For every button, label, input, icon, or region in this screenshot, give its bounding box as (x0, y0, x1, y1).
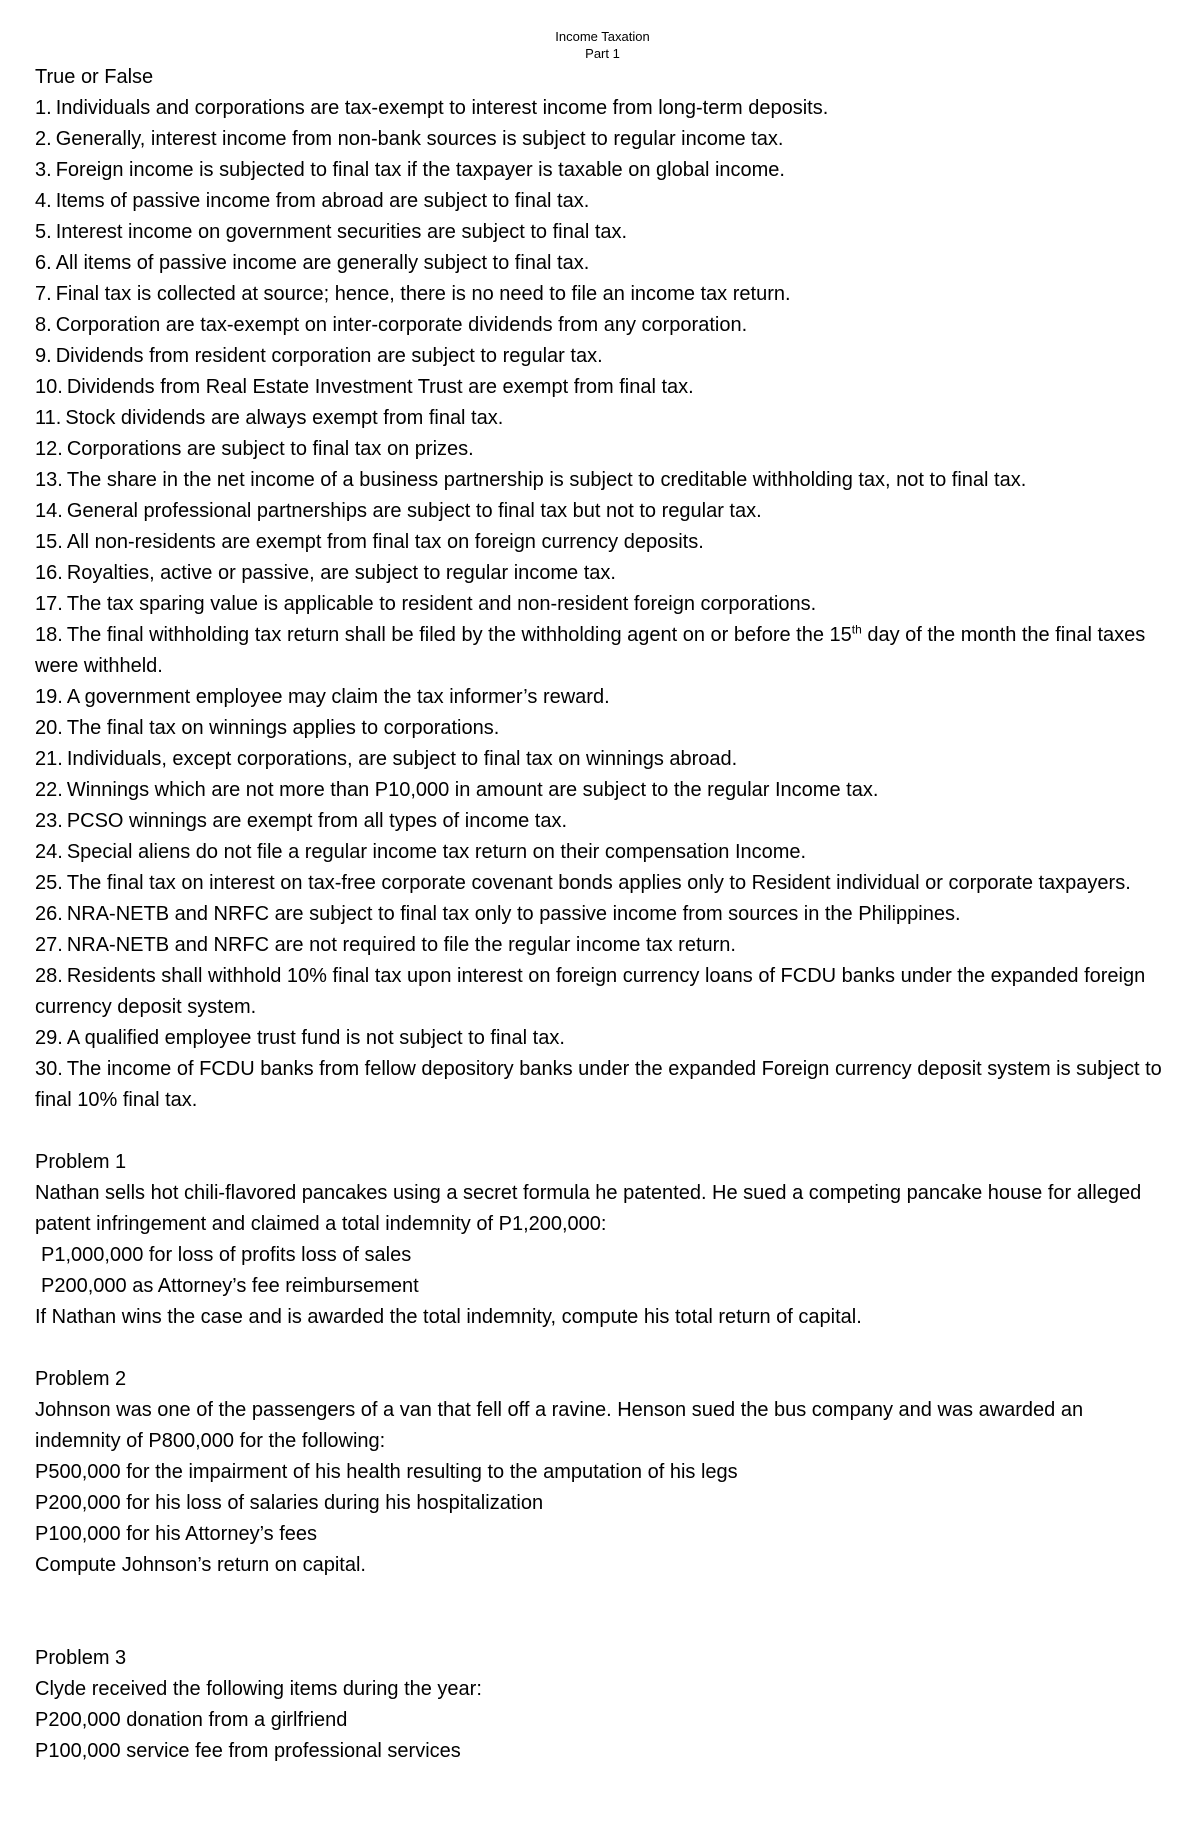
item-text: Winnings which are not more than P10,000 in amount are subject to the regular Income tax. (66, 779, 879, 801)
true-false-item (35, 620, 1170, 682)
true-false-item (35, 124, 1170, 155)
item-number: 7. (35, 283, 52, 305)
document-title: Income Taxation (555, 29, 650, 44)
item-number: 13. (35, 469, 63, 491)
item-number: 27. (35, 934, 63, 956)
problem-3-heading: Problem 3 (35, 1647, 127, 1669)
true-false-item (35, 930, 1170, 961)
problem-2-intro: Johnson was one of the passengers of a van that fell off a ravine. Henson sued the bus company and was awarded an indemnity of P800,000 for the following: (35, 1399, 1084, 1452)
item-number: 10. (35, 376, 63, 398)
document-subtitle: Part 1 (585, 46, 620, 61)
item-text: NRA-NETB and NRFC are subject to final tax only to passive income from sources in the Philippines. (66, 903, 961, 925)
item-text: General professional partnerships are subject to final tax but not to regular tax. (66, 500, 762, 522)
true-false-item (35, 372, 1170, 403)
item-text: Special aliens do not file a regular income tax return on their compensation Income. (66, 841, 807, 863)
true-false-item (35, 744, 1170, 775)
item-text: Foreign income is subjected to final tax if the taxpayer is taxable on global income. (55, 159, 785, 181)
ordinal-suffix: th (851, 622, 862, 637)
problem-1-line: P200,000 as Attorney’s fee reimbursement (41, 1275, 419, 1297)
true-false-item (35, 868, 1170, 899)
item-text: Dividends from Real Estate Investment Trust are exempt from final tax. (66, 376, 694, 398)
item-text: Items of passive income from abroad are subject to final tax. (55, 190, 590, 212)
item-text: Royalties, active or passive, are subject to regular income tax. (66, 562, 616, 584)
item-text: The final tax on interest on tax-free corporate covenant bonds applies only to Resident individual or corporate taxpayers. (66, 872, 1131, 894)
item-text: Individuals, except corporations, are subject to final tax on winnings abroad. (66, 748, 738, 770)
true-false-item (35, 899, 1170, 930)
item-text: PCSO winnings are exempt from all types of income tax. (66, 810, 568, 832)
item-number: 6. (35, 252, 52, 274)
item-number: 15. (35, 531, 63, 553)
true-false-item (35, 682, 1170, 713)
item-number: 1. (35, 97, 52, 119)
item-number: 8. (35, 314, 52, 336)
item-number: 19. (35, 686, 63, 708)
problem-1-heading: Problem 1 (35, 1151, 127, 1173)
item-text: Corporation are tax-exempt on inter-corporate dividends from any corporation. (55, 314, 748, 336)
true-false-item (35, 155, 1170, 186)
true-false-item (35, 527, 1170, 558)
item-number: 24. (35, 841, 63, 863)
true-false-heading: True or False (35, 66, 154, 88)
item-number: 20. (35, 717, 63, 739)
item-number: 12. (35, 438, 63, 460)
item-text: The share in the net income of a business partnership is subject to creditable withholding tax, not to final tax. (66, 469, 1027, 491)
problem-3-intro: Clyde received the following items during the year: (35, 1678, 482, 1700)
item-number: 11. (35, 407, 62, 429)
problem-1-section (35, 1147, 1170, 1333)
item-text: The final tax on winnings applies to corporations. (66, 717, 500, 739)
item-text: Dividends from resident corporation are subject to regular tax. (55, 345, 603, 367)
item-number: 23. (35, 810, 63, 832)
item-text: The income of FCDU banks from fellow depository banks under the expanded Foreign currency deposit system is subject to final 10% final tax. (35, 1058, 1162, 1111)
problem-3-line: P100,000 service fee from professional services (35, 1740, 461, 1762)
item-number: 22. (35, 779, 63, 801)
item-number: 3. (35, 159, 52, 181)
problem-1-question: If Nathan wins the case and is awarded the total indemnity, compute his total return of capital. (35, 1306, 862, 1328)
item-text: Residents shall withhold 10% final tax upon interest on foreign currency loans of FCDU banks under the expanded foreign currency deposit system. (35, 965, 1146, 1018)
item-number: 9. (35, 345, 52, 367)
item-text: Final tax is collected at source; hence, there is no need to file an income tax return. (55, 283, 791, 305)
item-number: 25. (35, 872, 63, 894)
true-false-item (35, 837, 1170, 868)
item-text: Interest income on government securities are subject to final tax. (55, 221, 628, 243)
true-false-item (35, 961, 1170, 1023)
true-false-item (35, 465, 1170, 496)
item-text: Stock dividends are always exempt from final tax. (65, 407, 504, 429)
true-false-item (35, 93, 1170, 124)
problem-1-line: P1,000,000 for loss of profits loss of sales (41, 1244, 412, 1266)
item-text: A qualified employee trust fund is not subject to final tax. (66, 1027, 565, 1049)
item-text: NRA-NETB and NRFC are not required to file the regular income tax return. (66, 934, 736, 956)
true-false-list (35, 93, 1170, 1116)
document-header (35, 28, 1170, 62)
true-false-item (35, 496, 1170, 527)
true-false-item (35, 589, 1170, 620)
true-false-section (35, 62, 1170, 1116)
problem-2-line: P200,000 for his loss of salaries during his hospitalization (35, 1492, 544, 1514)
item-number: 26. (35, 903, 63, 925)
problem-2-line: P500,000 for the impairment of his health resulting to the amputation of his legs (35, 1461, 738, 1483)
problem-2-line: P100,000 for his Attorney’s fees (35, 1523, 318, 1545)
true-false-item (35, 775, 1170, 806)
item-text: Generally, interest income from non-bank sources is subject to regular income tax. (55, 128, 784, 150)
item-number: 4. (35, 190, 52, 212)
true-false-item (35, 341, 1170, 372)
item-text: All items of passive income are generally subject to final tax. (55, 252, 590, 274)
true-false-item (35, 1054, 1170, 1116)
true-false-item (35, 186, 1170, 217)
item-text: The tax sparing value is applicable to resident and non-resident foreign corporations. (66, 593, 817, 615)
problem-3-line: P200,000 donation from a girlfriend (35, 1709, 348, 1731)
true-false-item (35, 1023, 1170, 1054)
item-number: 18. (35, 624, 63, 646)
true-false-item (35, 806, 1170, 837)
problem-2-question: Compute Johnson’s return on capital. (35, 1554, 366, 1576)
item-text: Corporations are subject to final tax on prizes. (66, 438, 474, 460)
true-false-item (35, 279, 1170, 310)
item-number: 5. (35, 221, 52, 243)
item-number: 17. (35, 593, 63, 615)
item-text: day of the month the final taxes were withheld. (35, 624, 1146, 677)
item-number: 30. (35, 1058, 63, 1080)
true-false-item (35, 403, 1170, 434)
item-text: A government employee may claim the tax informer’s reward. (66, 686, 610, 708)
document-page (35, 28, 1170, 1767)
problem-2-section (35, 1364, 1170, 1581)
item-text: The final withholding tax return shall be filed by the withholding agent on or before the 15 (66, 624, 852, 646)
problem-3-section (35, 1643, 1170, 1767)
true-false-item (35, 713, 1170, 744)
true-false-item (35, 217, 1170, 248)
item-number: 16. (35, 562, 63, 584)
true-false-item (35, 310, 1170, 341)
item-number: 29. (35, 1027, 63, 1049)
item-text: Individuals and corporations are tax-exempt to interest income from long-term deposits. (55, 97, 829, 119)
item-number: 14. (35, 500, 63, 522)
item-number: 2. (35, 128, 52, 150)
problem-1-intro: Nathan sells hot chili-flavored pancakes using a secret formula he patented. He sued a competing pancake house for alleged patent infringement and claimed a total indemnity of P1,200,000: (35, 1182, 1142, 1235)
true-false-item (35, 434, 1170, 465)
item-number: 28. (35, 965, 63, 987)
true-false-item (35, 248, 1170, 279)
true-false-item (35, 558, 1170, 589)
item-text: All non-residents are exempt from final tax on foreign currency deposits. (66, 531, 704, 553)
item-number: 21. (35, 748, 63, 770)
problem-2-heading: Problem 2 (35, 1368, 127, 1390)
